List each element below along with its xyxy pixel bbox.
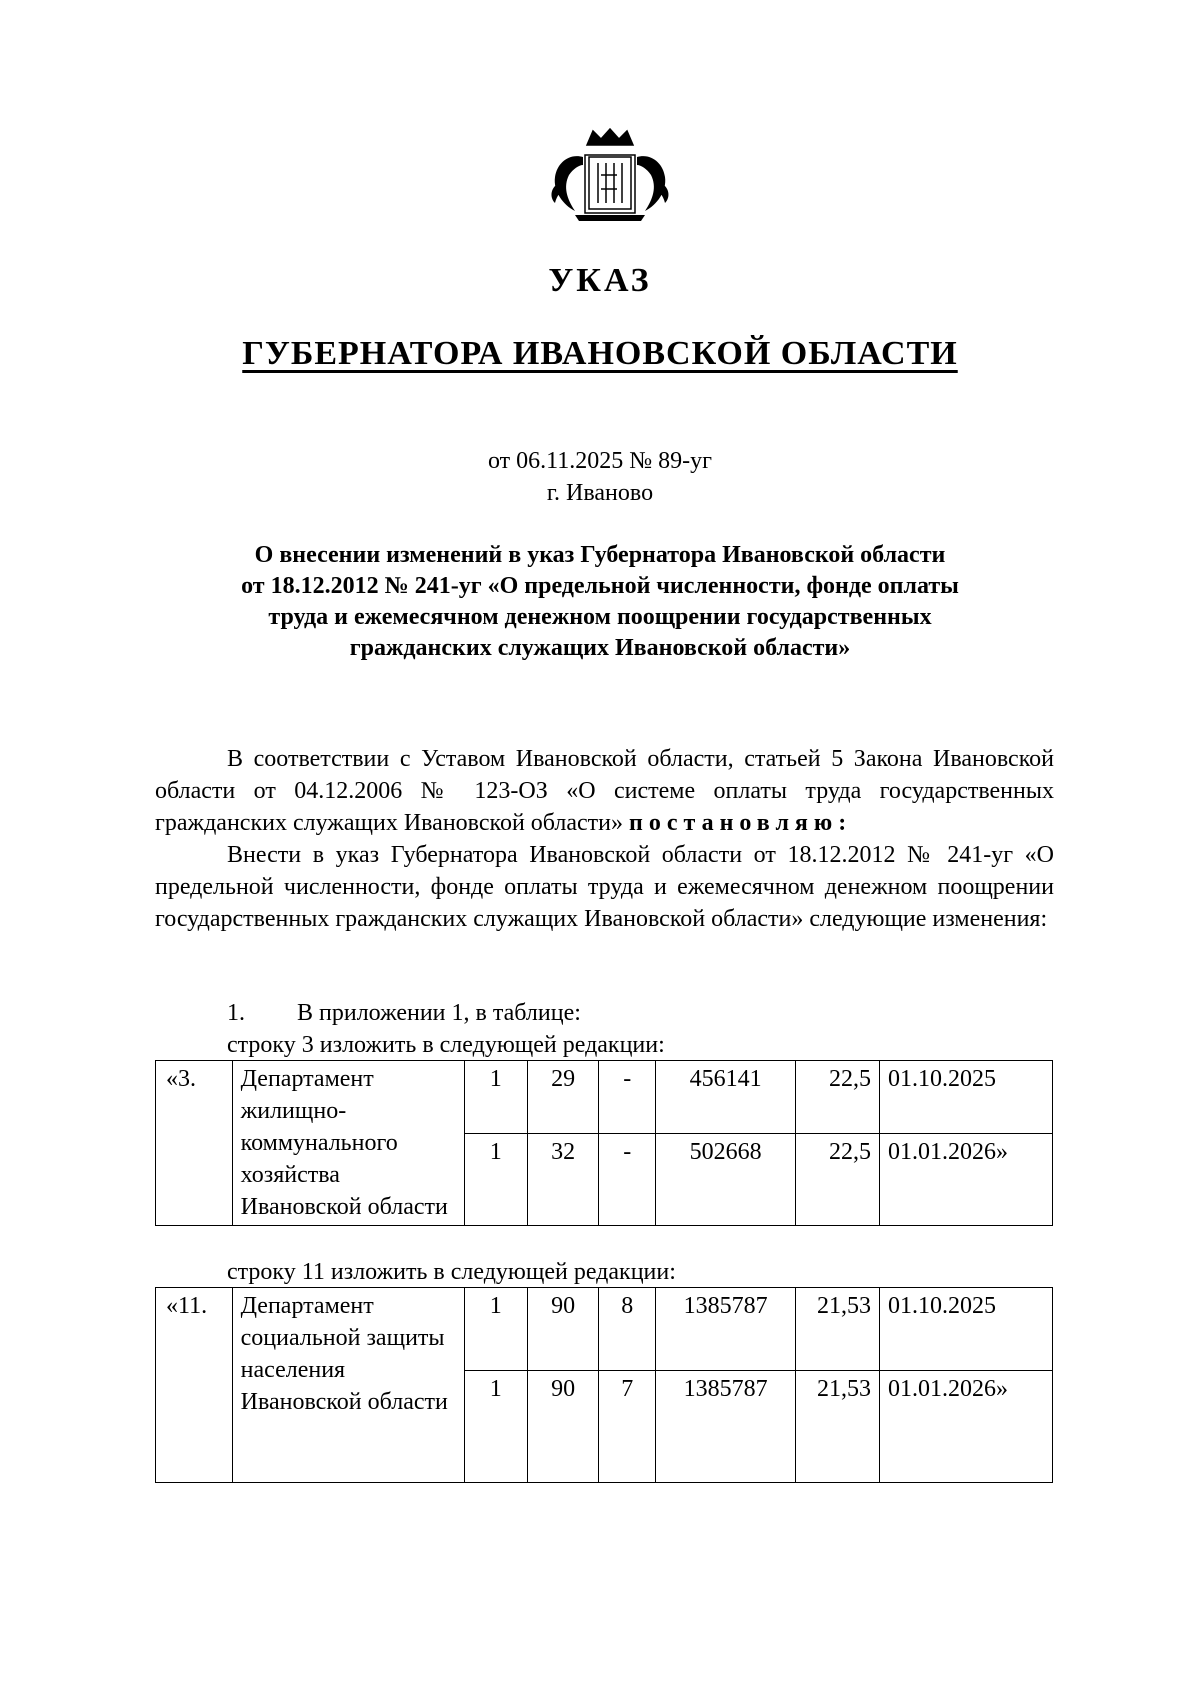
table-row (156, 1288, 1053, 1371)
table-cell: 90 (527, 1371, 598, 1483)
item-1-text: В приложении 1, в таблице: (297, 1000, 581, 1026)
row3-caption: строку 3 изложить в следующей редакции: (227, 1032, 665, 1058)
date-number: от 06.11.2025 № 89-уг (487, 448, 712, 474)
table-cell: 21,53 (796, 1288, 880, 1371)
department-name: Департамент жилищно-коммунального хозяйства Ивановской области (232, 1061, 464, 1226)
heading-line: гражданских служащих Ивановской области» (349, 635, 851, 661)
table-cell: 456141 (656, 1061, 796, 1134)
table-row (156, 1061, 1053, 1134)
item-1-number: 1. (227, 1000, 245, 1026)
document-type-title: УКАЗ (548, 262, 652, 299)
table-cell: 22,5 (796, 1134, 880, 1226)
item-1 (227, 997, 581, 1029)
table-cell: 7 (599, 1371, 656, 1483)
row-number: «3. (156, 1061, 233, 1226)
heading-line: труда и ежемесячном денежном поощрении государственных (268, 604, 932, 630)
table-cell: 01.01.2026» (879, 1371, 1052, 1483)
body-text (155, 743, 1054, 935)
table-cell: 1 (464, 1288, 527, 1371)
city-name: г. Иваново (546, 480, 654, 506)
department-name: Департамент социальной защиты населения Ивановской области (232, 1288, 464, 1483)
table-cell: 8 (599, 1288, 656, 1371)
table-cell: 29 (527, 1061, 598, 1134)
table-cell: 502668 (656, 1134, 796, 1226)
table-cell: 1 (464, 1061, 527, 1134)
table-cell: - (599, 1134, 656, 1226)
table-cell: 32 (527, 1134, 598, 1226)
table-cell: 01.01.2026» (879, 1134, 1052, 1226)
table-cell: 1 (464, 1371, 527, 1483)
table-cell: - (599, 1061, 656, 1134)
amendment-table-row-3 (155, 1060, 1053, 1226)
table-cell: 90 (527, 1288, 598, 1371)
table-cell: 1 (464, 1134, 527, 1226)
preamble-text: В соответствии с Уставом Ивановской области, статьей 5 Закона Ивановской области от 04.12.2006 № 123-ОЗ «О системе оплаты труда государственных гражданских служащих Ивановской области» (155, 746, 1054, 836)
row-number: «11. (156, 1288, 233, 1483)
issuer-title (0, 335, 1200, 373)
amendment-table-row-11 (155, 1287, 1053, 1483)
coat-of-arms-emblem (545, 125, 675, 223)
date-block (0, 445, 1200, 509)
table-cell: 22,5 (796, 1061, 880, 1134)
heading-line: О внесении изменений в указ Губернатора Ивановской области (254, 542, 946, 568)
decree-word: постановляю: (629, 810, 853, 836)
table-cell: 1385787 (656, 1371, 796, 1483)
row11-caption: строку 11 изложить в следующей редакции: (227, 1259, 676, 1285)
table-cell: 01.10.2025 (879, 1061, 1052, 1134)
table-cell: 21,53 (796, 1371, 880, 1483)
intro-paragraph: Внести в указ Губернатора Ивановской области от 18.12.2012 № 241-уг «О предельной численности, фонде оплаты труда и ежемесячном денежном поощрении государственных гражданских служащих Ивановской области» следующие изменения: (155, 842, 1054, 932)
document-heading (0, 540, 1200, 664)
issuer-title-text: ГУБЕРНАТОРА ИВАНОВСКОЙ ОБЛАСТИ (242, 335, 958, 372)
heading-line: от 18.12.2012 № 241-уг «О предельной численности, фонде оплаты (241, 573, 959, 599)
table-cell: 01.10.2025 (879, 1288, 1052, 1371)
table-cell: 1385787 (656, 1288, 796, 1371)
preamble-paragraph (155, 743, 1054, 839)
